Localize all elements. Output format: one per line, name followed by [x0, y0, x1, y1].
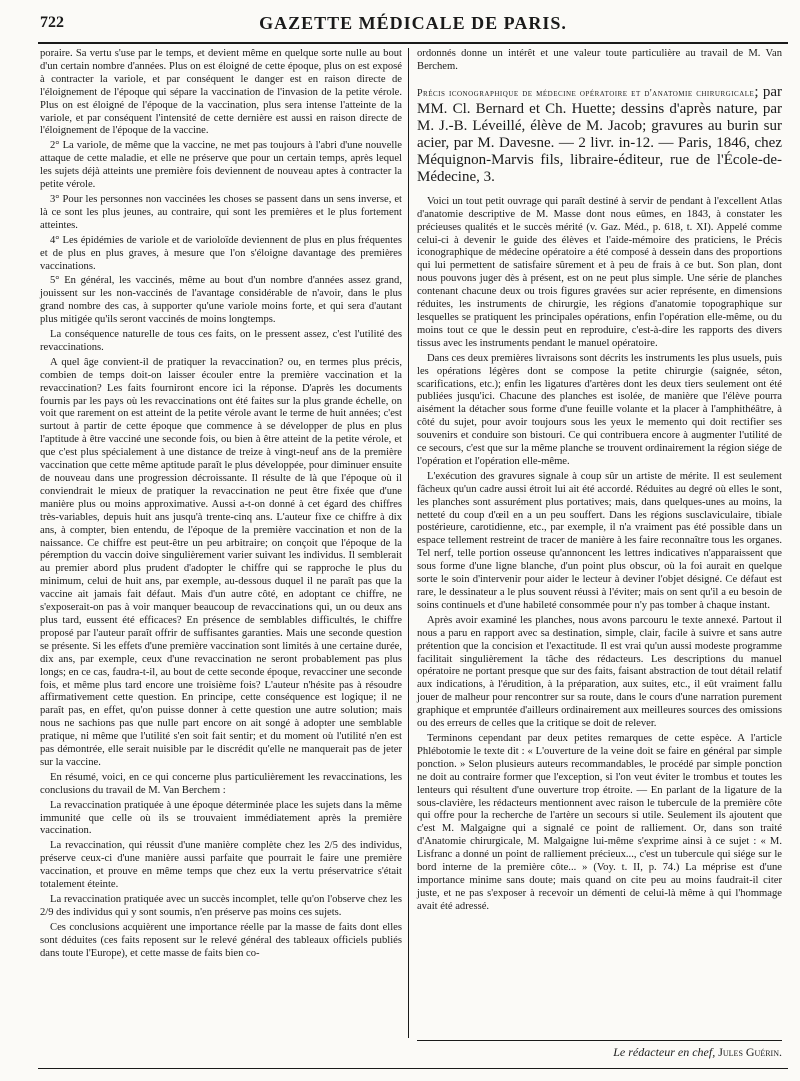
signature-role: Le rédacteur en chef, [613, 1045, 716, 1059]
paragraph: L'exécution des gravures signale à coup sûr un artiste de mérite. Il est seulement fâcheux qu'un cadre aussi étroit lui ait été accordé. Réduites au degré où elles le sont, les planches sont assurément plus portatives; mais, dans quelques-unes au moins, la netteté du coup d'œil en a un peu souffert. Dans les régions susclaviculaire, tibiale postérieure, carotidienne, etc., par exemple, il n'a vraiment pas été possible dans un espace tellement restreint de tracer de manière à les faire reconnaître tous les organes. Tel nerf, telle portion osseuse qu'annoncent les lettres indicatives n'apparaissent que sous forme d'une ligne blanche, d'un point plus obscur, où la foi aurait en quelque sorte le soin d'intervenir pour aider le lecteur à deviner l'objet désigné. Ce défaut est rare, le dessinateur a le plus souvent réussi à l'éviter; mais on sent qu'il a eu besoin de soins continuels et d'une habileté consommée pour n'y pas tomber à chaque instant. [417, 470, 782, 611]
book-title: Précis iconographique de médecine opératoire et d'anatomie chirurgicale [417, 87, 755, 99]
journal-title: GAZETTE MÉDICALE DE PARIS. [259, 13, 567, 33]
paragraph: poraire. Sa vertu s'use par le temps, et devient même en quelque sorte nulle au bout d'un certain nombre d'années. Plus on est éloigné de cette époque, plus on est exposé à contracter la variole, et par conséquent le danger est en raison directe de l'éloignement de l'époque qui sépare la vaccination de l'invasion de la petite vérole. Plus on est éloigné de l'époque de la vaccination, plus sera intense l'atteinte de la variole, et par conséquent l'intensité de cette dernière est aussi en raison directe de l'éloignement de l'époque de la vaccine. [40, 48, 402, 137]
paragraph: 5° En général, les vaccinés, même au bout d'un nombre d'années assez grand, jouissent sur les non-vaccinés de l'avantage considérable de n'avoir, dans le plus grand nombre des cas, à supporter qu'une variole moins forte, et qui sera d'autant plus mitigée qu'ils seront vaccinés de moins longtemps. [40, 275, 402, 326]
book-review-title [417, 84, 782, 186]
right-column [417, 48, 782, 916]
paragraph: 4° Les épidémies de variole et de varioloïde deviennent de plus en plus fréquentes et de plus en plus graves, à mesure que l'on s'éloigne davantage des premières vaccinations. [40, 234, 402, 272]
left-column [40, 48, 402, 963]
header-rule [38, 42, 788, 44]
page-number: 722 [40, 14, 64, 31]
paragraph: La revaccination pratiquée avec un succès incomplet, telle qu'on l'observe chez les 2/9 des individus qui y sont soumis, n'en préserve pas moins ces sujets. [40, 894, 402, 918]
signature-name: Jules Guérin. [718, 1045, 782, 1059]
paragraph: A quel âge convient-il de pratiquer la revaccination? ou, en termes plus précis, combien de temps doit-on laisser écouler entre la première vaccination et la revaccination? Les faits fourniront encore ici la réponse. D'après les documents fournis par les pays où les revaccinations ont été faites sur la plus grande échelle, on voit que rarement on est atteint de la petite vérole avant le terme de huit années; c'est surtout à partir de cette époque que commence à se développer de plus en plus l'aptitude à être vacciné une seconde fois, ou bien à être atteint de la petite vérole, et que c'est plus spécialement à une distance de treize à vingt-neuf ans de la première vaccination que cette même aptitude paraît le plus développée, pour diminuer ensuite de nouveau dans une progression décroissante. Il résulte de là que l'époque où il conviendrait le mieux de pratiquer la revaccination ne peut être fixée que d'une manière plus ou moins approximative. Aussi a-t-on donné à cet égard des chiffres très-variables, depuis huit ans jusqu'à trente-cinq ans. L'auteur fixe ce chiffre à dix ans, à compter, bien entendu, de l'époque de la première vaccination et non de la naissance. Ce chiffre est peut-être un peu arbitraire; on conçoit que l'époque de la péremption du vaccin doive singulièrement varier suivant les individus. Il semblerait au premier abord plus prudent d'adopter le chiffre qui se rapproche le plus du minimum, celui de huit ans, par exemple, au-dessous duquel il ne paraît pas que la vaccine ait jamais fait défaut. Mais d'un autre côté, en adoptant ce chiffre, ne s'exposerait-on pas à voir manquer beaucoup de revaccinations qui, un ou deux ans plus tard, eussent été efficaces? En présence de semblables difficultés, le chiffre proposé par l'auteur paraît offrir de suffisantes garanties. Mais une seconde question se présente. Si les effets d'une première vaccination sont limités à une certaine durée, dix ans, par exemple, ceux d'une revaccination ne seront probablement pas plus longs; en ce cas, faudra-t-il, au bout de cette seconde époque, revacciner une seconde fois, et même plus tard encore une troisième fois? L'auteur n'hésite pas à résoudre affirmativement cette question. En principe, cette conséquence est logique; il ne paraît pas, en effet, qu'on puisse donner à cette question une autre solution; mais nous ne sachions pas que nulle part encore on ait songé à adopter une semblable pratique, ni même que l'utilité s'en soit fait sentir; et du moment où l'utilité n'en est pas démontrée, elle serait nuisible par le discrédit qu'elle ne manquerait pas de jeter sur la vaccine. [40, 356, 402, 768]
paragraph: 2° La variole, de même que la vaccine, ne met pas toujours à l'abri d'une nouvelle attaque de cette maladie, et elle ne préserve que pour un certain temps, après lequel les sujets déjà atteints une première fois deviennent de nouveau aptes à contracter la petite vérole. [40, 140, 402, 191]
paragraph: La conséquence naturelle de tous ces faits, on le pressent assez, c'est l'utilité des revaccinations. [40, 329, 402, 353]
footer-rule [417, 1040, 782, 1041]
column-rule [408, 48, 409, 1038]
page-header [38, 10, 788, 40]
bottom-rule [38, 1068, 788, 1069]
editor-signature [417, 1045, 782, 1060]
paragraph: Ces conclusions acquièrent une importance réelle par la masse de faits dont elles sont déduites (ces faits reposent sur le relevé général des tableaux officiels publiés dans toute l'Europe), et cette masse de faits bien co- [40, 921, 402, 959]
paragraph: 3° Pour les personnes non vaccinées les choses se passent dans un sens inverse, et là ce sont les plus jeunes, au contraire, qui sont les premières et le plus fortement atteintes. [40, 193, 402, 231]
paragraph: En résumé, voici, en ce qui concerne plus particulièrement les revaccinations, les conclusions du travail de M. Van Berchem : [40, 771, 402, 796]
paragraph: La revaccination, qui réussit d'une manière complète chez les 2/5 des individus, préserve ceux-ci d'une manière aussi parfaite que pourrait le faire une première vaccination, et prouve en même temps que chez eux la vertu préservatrice s'était totalement éteinte. [40, 840, 402, 891]
paragraph: Terminons cependant par deux petites remarques de cette espèce. A l'article Phlébotomie le texte dit : « L'ouverture de la veine doit se faire en général par simple ponction. » Selon plusieurs auteurs recommandables, le procédé par simple ponction ne doit au contraire former que l'exception, si l'on veut éviter le trombus et toutes les lenteurs qui résultent d'une ouverture trop étroite. — En parlant de la ligature de la sous-clavière, les rédacteurs mentionnent avec raison le tubercule de la première côte qui offre pour la recherche de l'artère un secours si utile. Seulement ils ajoutent que c'est M. Malgaigne qui a signalé ce point de ralliement. Or, dans son traité d'Anatomie chirurgicale, M. Malgaigne lui-même s'exprime ainsi à ce sujet : « M. Lisfranc a donné un point de ralliement précieux..., c'est un tubercule qui siége sur le bord interne de la première côte... » (Voy. t. II, p. 74.) La méprise est d'une importance minime sans doute; mais quand on cite peu au moins faudrait-il citer juste, et ne pas s'exposer à recevoir un démenti de celui-là même à qui l'hommage avait été adressé. [417, 732, 782, 912]
paragraph: Dans ces deux premières livraisons sont décrits les instruments les plus usuels, puis les opérations légères dont se compose la petite chirurgie (saignée, séton, scarifications, etc.); enfin les ligatures d'artères dont les deux tiers seulement ont été publiées jusqu'ici. Chacune des planches est isolée, de manière que l'élève pourra aisément la détacher sous forme d'une feuille volante et la placer à l'amphithéâtre, à côté du sujet, pour avoir toujours sous les yeux le memento qui doit rectifier ses souvenirs et conduire son bistouri. Ce qui contribuera encore à augmenter l'utilité de ce secours, c'est que sur la même planche se trouvent ordinairement la région siége de l'opération et l'opération elle-même. [417, 352, 782, 467]
paragraph: Après avoir examiné les planches, nous avons parcouru le texte annexé. Partout il nous a paru en rapport avec sa destination, simple, clair, facile à suivre et sans autre prétention que la concision et l'exactitude. Il est vrai qu'un aussi modeste programme facilitait singulièrement la tâche des rédacteurs. Les descriptions du manuel opératoire ne portant presque que sur des faits, faisant abstraction de tout détail relatif aux indications, à l'érudition, à la préparation, aux suites, etc., il eût vraiment fallu jouer de malheur pour rencontrer sur sa route, dans le cours d'une narration purement graphique et empruntée d'ailleurs ordinairement aux meilleures sources des omissions ou des erreurs de celles que la critique se doit de relever. [417, 614, 782, 730]
paragraph: Voici un tout petit ouvrage qui paraît destiné à servir de pendant à l'excellent Atlas d'anatomie descriptive de M. Masse dont nous eûmes, en 1843, à constater les précieuses qualités et le succès mérité (v. Gaz. Méd., p. 618, t. XI). Appelé comme celui-ci à devenir le guide des élèves et l'aide-mémoire des praticiens, le Précis iconographique de médecine opératoire a été composé à dessein dans des proportions qui lui permettent de satisfaire sûrement et à peu de frais à ce but. Son plan, dont nous pouvons juger dès à présent, est on ne peut plus simple. Une série de planches contenant chacune deux ou trois figures gravées sur acier représente, en dimensions réduites, les instruments de chirurgie, les régions d'anatomie topographique sur lesquelles se pratiquent les principales opérations, enfin l'opération elle-même, ou du moins tout ce que le dessin peut en reproduire, c'est-à-dire les rapports des divers tissus avec les instruments pendant le manuel opératoire. [417, 195, 782, 349]
book-details: ; par MM. Cl. Bernard et Ch. Huette; dessins d'après nature, par M. J.-B. Léveillé, élève de M. Jacob; gravures au burin sur acier, par M. Davesne. — 2 livr. in-12. — Paris, 1846, chez Méquignon-Marvis fils, libraire-éditeur, rue de l'École-de-Médecine, 3. [417, 83, 782, 185]
paragraph: La revaccination pratiquée à une époque déterminée place les sujets dans la même immunité que celle où ils se trouvaient immédiatement après la première vaccination. [40, 799, 402, 837]
paragraph: ordonnés donne un intérêt et une valeur toute particulière au travail de M. Van Berchem. [417, 48, 782, 72]
